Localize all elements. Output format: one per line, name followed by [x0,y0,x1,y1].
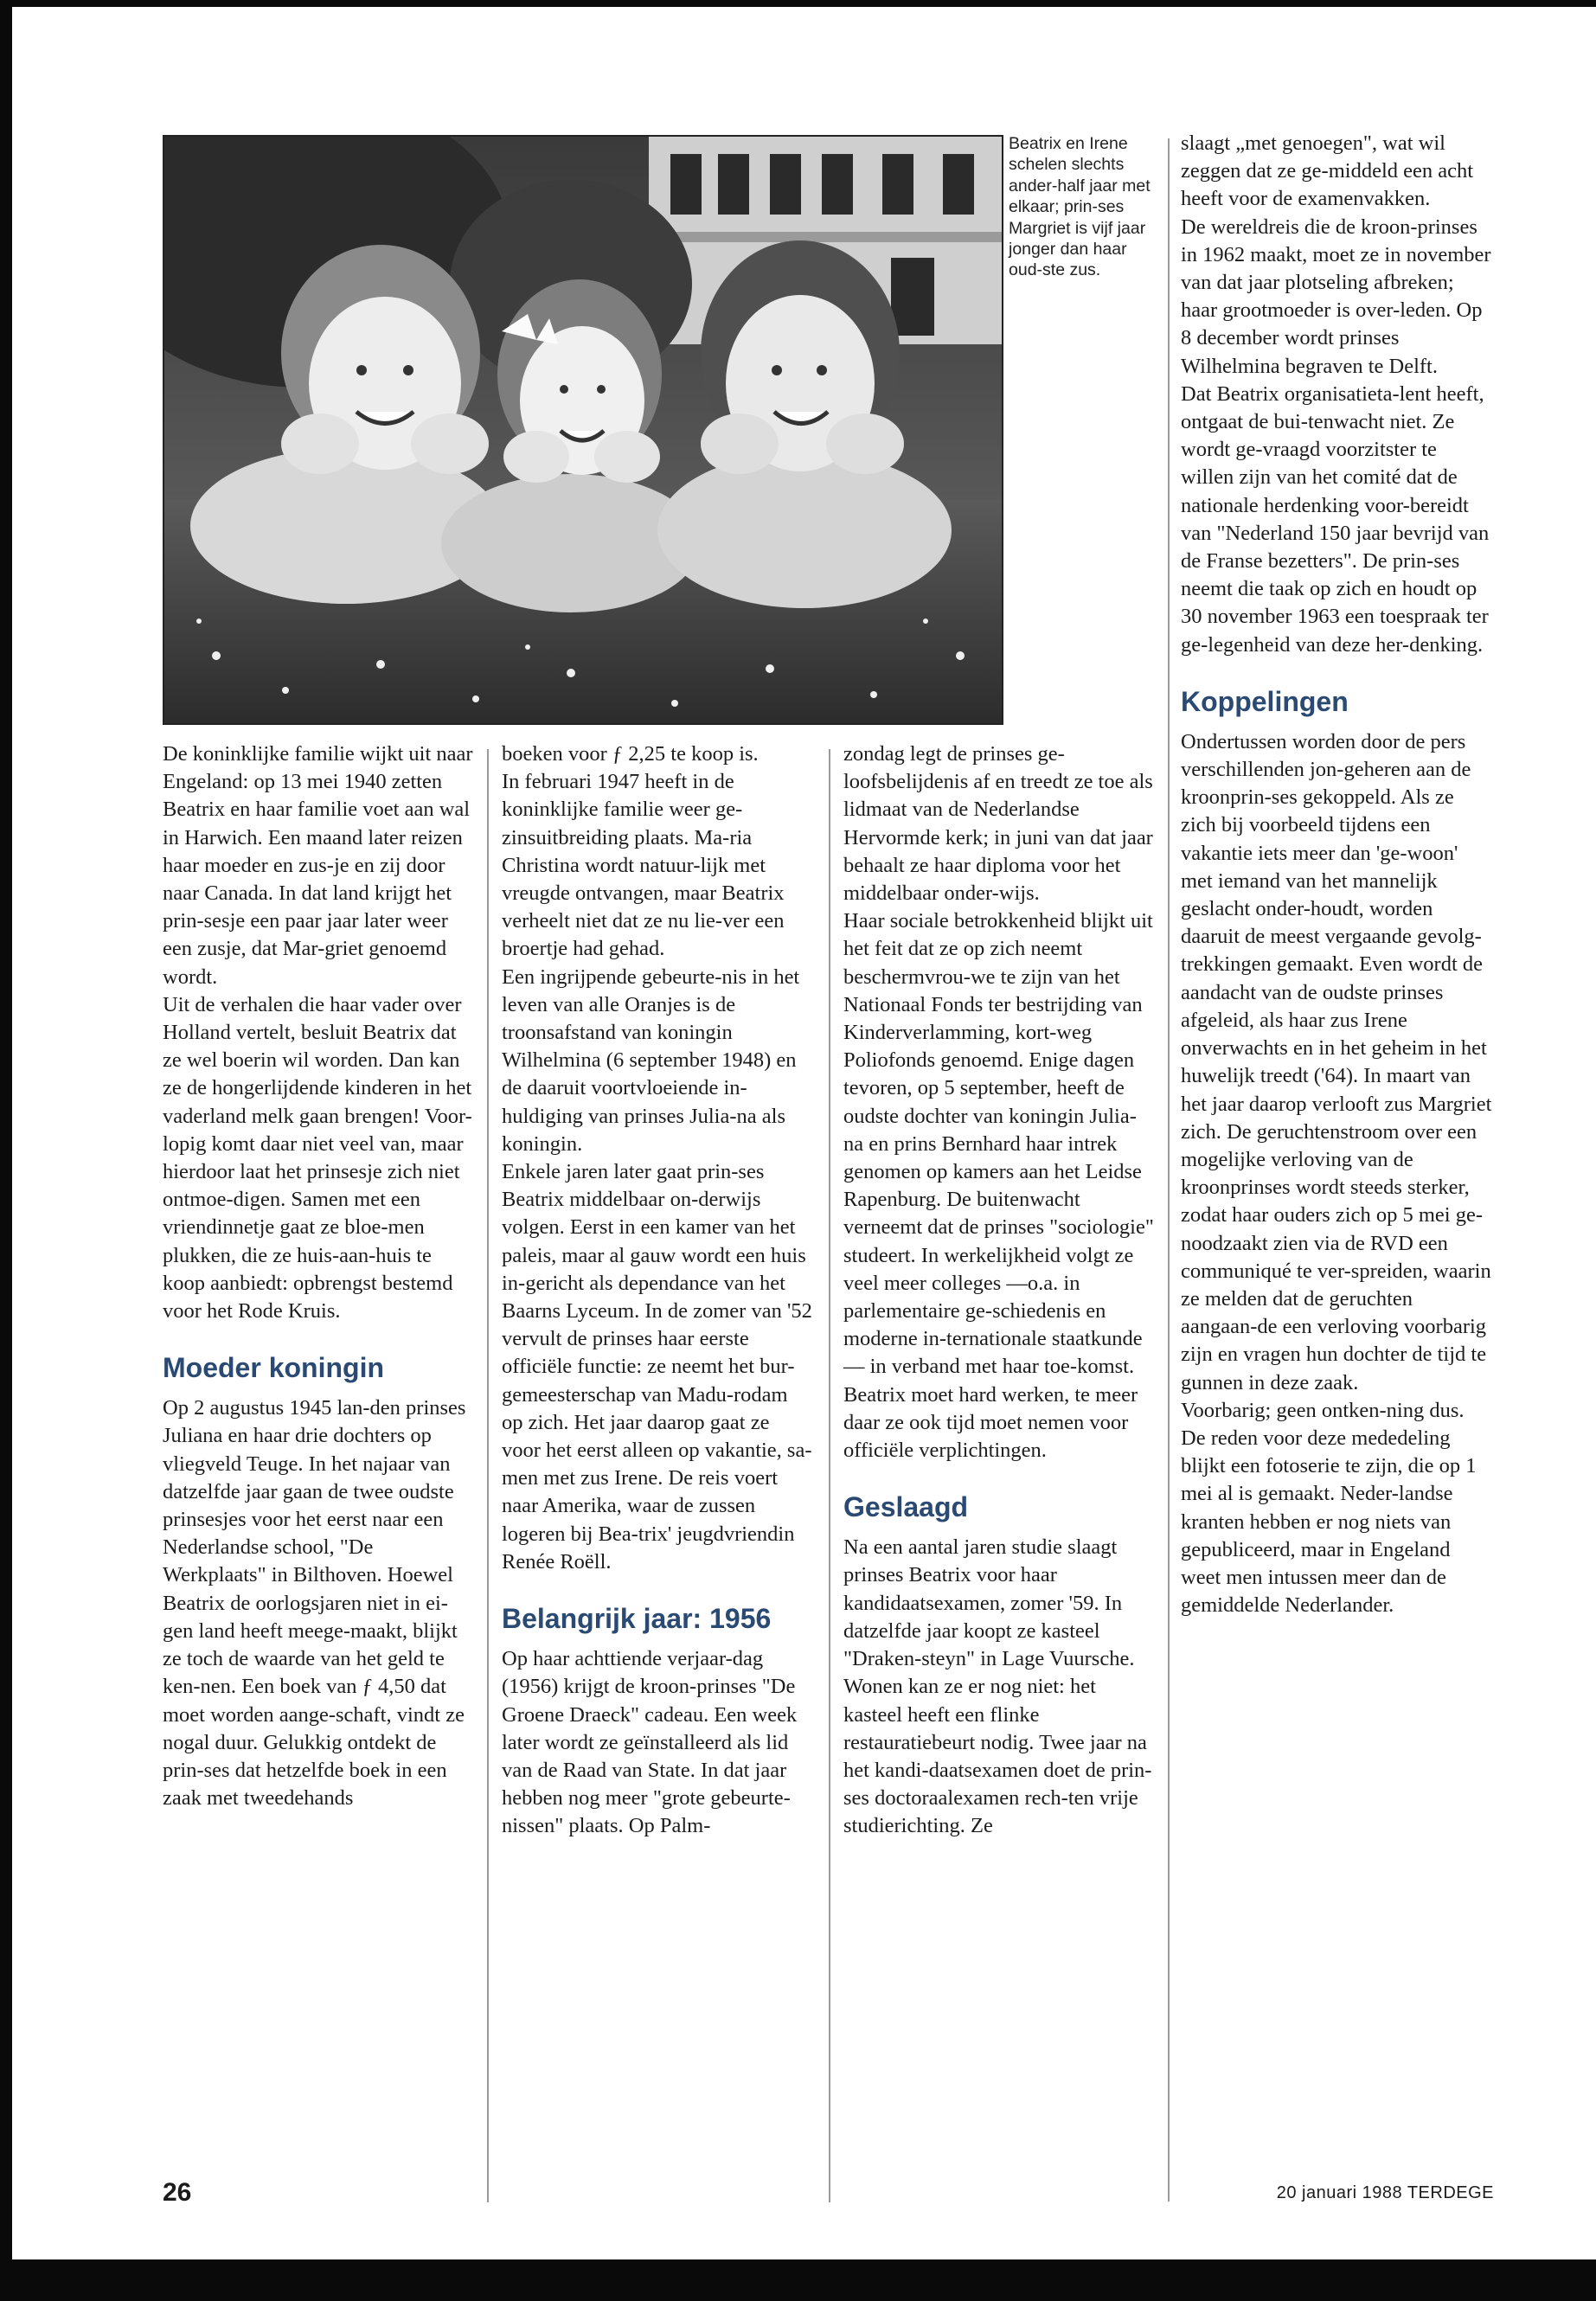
article-column-2 [502,740,813,1841]
scan-edge-bottom [0,2259,1596,2301]
section-heading: Moeder koningin [163,1352,384,1384]
paragraph: Op 2 augustus 1945 lan-den prinses Juliana en haar drie dochters op vliegveld Teuge. In het najaar van datzelfde jaar gaan de twee oudste prinsesjes voor het eerst naar een Nederlandse school, "De Werkplaats" in Bilthoven. Hoewel Beatrix de oorlogsjaren niet in ei-gen land heeft meege-maakt, blijkt ze toch de waarde van het geld te ken-nen. Een boek van ƒ 4,50 dat moet worden aange-schaft, vindt ze nogal duur. Gelukkig ontdekt de prin-ses dat hetzelfde boek in een zaak met tweedehands [163,1396,466,1811]
paragraph: boeken voor ƒ 2,25 te koop is. [502,742,759,766]
column-divider [1168,138,1170,2202]
paragraph: Uit de verhalen die haar vader over Holland vertelt, besluit Beatrix dat ze wel boerin wil worden. Dan kan ze de hongerlijdende kinderen in het vaderland melk gaan brengen! Voor-lopig komt daar niet veel van, maar hierdoor laat het prinsesje zich niet ontmoe-digen. Samen met een vriendinnetje gaat ze bloe-men plukken, die ze huis-aan-huis te koop aanbiedt: opbrengst bestemd voor het Rode Kruis. [163,992,472,1324]
paragraph: slaagt „met genoegen", wat wil zeggen dat ze ge-middeld een acht heeft voor de examenvakken. [1181,131,1474,211]
paragraph: De wereldreis die de kroon-prinses in 1962 maakt, moet ze in november van dat jaar plotseling afbreken; haar grootmoeder is over-leden. Op 8 december wordt prinses Wilhelmina begraven te Delft. [1181,215,1491,378]
article-column-3 [843,740,1155,1841]
section-heading: Belangrijk jaar: 1956 [502,1603,772,1635]
scan-edge-left [0,0,12,2301]
column-divider [487,749,489,2202]
issue-date: 20 januari 1988 TERDEGE [1276,2183,1494,2202]
paragraph: Voorbarig; geen ontken-ning dus. De reden voor deze mededeling blijkt een fotoserie te zijn, die op 1 mei al is gemaakt. Neder-landse kranten hebben er nog niets van gepubliceerd, maar in Engeland weet men intussen meer dan de gemiddelde Nederlander. [1181,1398,1477,1618]
paragraph: Op haar achttiende verjaar-dag (1956) krijgt de kroon-prinses "De Groene Draeck" cadeau. Een week later wordt ze geïnstalleerd als lid van de Raad van State. In dat jaar hebben nog meer "grote gebeurte-nissen" plaats. Op Palm- [502,1647,798,1838]
paragraph: De koninklijke familie wijkt uit naar Engeland: op 13 mei 1940 zetten Beatrix en haar familie voet aan wal in Harwich. Een maand later reizen haar moeder en zus-je en zij door naar Canada. In dat land krijgt het prin-sesje een paar jaar later weer een zusje, dat Mar-griet genoemd wordt. [163,742,473,989]
page-number: 26 [163,2178,192,2207]
photo-caption: Beatrix en Irene schelen slechts ander-half jaar met elkaar; prin-ses Margriet is vijf jaar jonger dan haar oud-ste zus. [1009,134,1151,280]
paragraph: zondag legt de prinses ge-loofsbelijdenis af en treedt ze toe als lidmaat van de Nederlandse Hervormde kerk; in juni van dat jaar behaalt ze haar diploma voor het middelbaar onder-wijs. [843,742,1153,906]
article-column-4 [1181,130,1492,1619]
scan-edge-top [0,0,1596,7]
paragraph: Ondertussen worden door de pers verschillenden jon-geheren aan de kroonprin-ses gekoppeld. Als ze zich bij voorbeeld tijdens een vakantie iets meer dan 'ge-woon' met iemand van het mannelijk geslacht onder-houdt, worden daaruit de meest vergaande gevolg-trekkingen gemaakt. Even wordt de aandacht van de oudste prinses afgeleid, als haar zus Irene onverwachts en in het geheim in het huwelijk treedt ('64). In maart van het jaar daarop verlooft zus Margriet zich. De geruchtenstroom over een mogelijke verloving van de kroonprinses wordt steeds sterker, zodat haar ouders zich op 5 mei ge-noodzaakt zien via de RVD een communiqué te ver-spreiden, waarin ze melden dat de geruchten aangaan-de een verloving voorbarig zijn en vragen hun dochter de tijd te gunnen in deze zaak. [1181,729,1492,1394]
section-heading: Geslaagd [843,1491,969,1523]
paragraph: Een ingrijpende gebeurte-nis in het leven van alle Oranjes is de troonsafstand van koningin Wilhelmina (6 september 1948) en de daaruit voortvloeiende in-huldiging van prinses Julia-na als koningin. [502,965,800,1156]
paragraph: In februari 1947 heeft in de koninklijke familie weer ge-zinsuitbreiding plaats. Ma-ria Christina wordt natuur-lijk met vreugde ontvangen, maar Beatrix verheelt niet dat ze nu lie-ver een broertje had gehad. [502,770,785,961]
paragraph: Dat Beatrix organisatieta-lent heeft, ontgaat de bui-tenwacht niet. Ze wordt ge-vraagd voorzitster te willen zijn van het comité dat de nationale herdenking voor-bereidt van "Nederland 150 jaar bevrijd van de Franse bezetters". De prin-ses neemt die taak op zich en houdt op 30 november 1963 een toespraak ter ge-legenheid van deze her-denking. [1181,381,1490,657]
paragraph: Enkele jaren later gaat prin-ses Beatrix middelbaar on-derwijs volgen. Eerst in een kamer van het paleis, maar al gauw wordt een huis in-gericht als dependance van het Baarns Lyceum. In de zomer van '52 vervult de prinses haar eerste officiële functie: ze neemt het bur-gemeesterschap van Madu-rodam op zich. Het jaar daarop gaat ze voor het eerst alleen op vakantie, sa-men met zus Irene. De reis voert naar Amerika, waar de zussen logeren bij Bea-trix' jeugdvriendin Renée Roëll. [502,1160,812,1574]
column-divider [829,749,830,2202]
article-column-1 [163,740,474,1812]
paragraph: Haar sociale betrokkenheid blijkt uit het feit dat ze op zich neemt beschermvrou-we te zijn van het Nationaal Fonds ter bestrijding van Kinderverlamming, kort-weg Poliofonds genoemd. Enige dagen tevoren, op 5 september, heeft de oudste dochter van koningin Julia-na en prins Bernhard haar intrek genomen op kamers aan het Leidse Rapenburg. De buitenwacht verneemt dat de prinses "sociologie" studeert. In werkelijkheid volgt ze veel meer colleges —o.a. in parlementaire ge-schiedenis en moderne in-ternationale staatkunde— in verband met haar toe-komst. Beatrix moet hard werken, te meer daar ze ook tijd moet nemen voor officiële verplichtingen. [843,909,1154,1463]
section-heading: Koppelingen [1181,685,1349,717]
photo-three-princesses [163,135,1003,725]
photo-illustration [164,137,1002,723]
paragraph: Na een aantal jaren studie slaagt prinses Beatrix voor haar kandidaatsexamen, zomer '59. In datzelfde jaar koopt ze kasteel "Draken-steyn" in Lage Vuursche. Wonen kan ze er nog niet: het kasteel heeft een flinke restauratiebeurt nodig. Twee jaar na het kandi-daatsexamen doet de prin-ses doctoraalexamen rech-ten vrije studierichting. Ze [843,1535,1152,1838]
